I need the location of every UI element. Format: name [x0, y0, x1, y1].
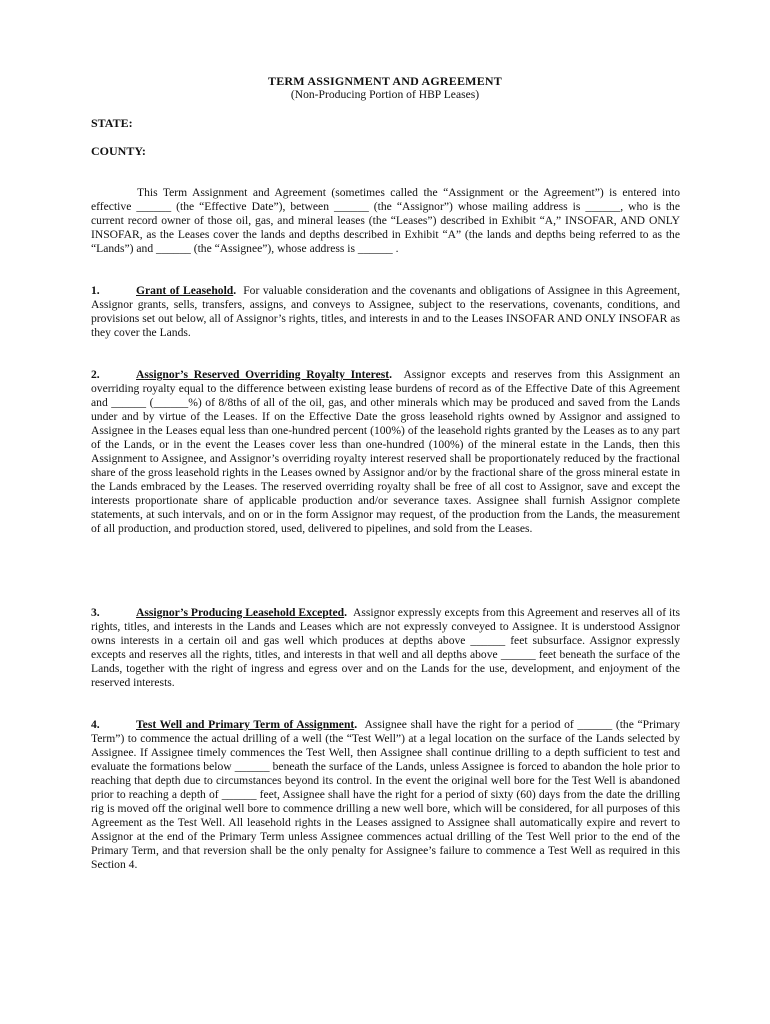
section-4-paragraph: 4. Test Well and Primary Term of Assignment. Assignee shall have the right for a period of ______ (the “Primary Term”) to commence the actual drilling of a well (the “Test Well”) at a legal location on the surface of the Lands selected by Assignee. If Assignee timely commences the Test Well, then Assignee shall continue drilling to a depth sufficient to test and evaluate the formations below ______ beneath the surface of the Lands, unless Assignee is forced to abandon the hole prior to reaching that depth due to circumstances beyond its control. In the event the original well bore for the Test Well is abandoned prior to reaching a depth of ______ feet, Assignee shall have the right for a period of sixty (60) days from the date the drilling rig is moved off the original well bore to commence drilling a new well bore, which will be considered, for all purposes of this Agreement as the Test Well. All leasehold rights in the Leases assigned to Assignee shall automatically expire and revert to Assignor at the end of the Primary Term unless Assignee commences actual drilling of the Test Well prior to the end of the Primary Term, and that reversion shall be the only penalty for Assignee’s failure to commence a Test Well as required in this Section 4.	[91, 718, 680, 871]
section-4-number: 4.	[91, 718, 100, 731]
section-4-text: Assignee shall have the right for a period of ______ (the “Primary Term”) to commence the actual drilling of a well (the “Test Well”) at a legal location on the surface of the Lands selected by Assignee. If Assignee timely commences the Test Well, then Assignee shall continue drilling to a depth sufficient to test and evaluate the formations below ______ beneath the surface of the Lands, unless Assignee is forced to abandon the hole prior to reaching that depth due to circumstances beyond its control. In the event the original well bore for the Test Well is abandoned prior to reaching a depth of ______ feet, Assignee shall have the right for a period of sixty (60) days from the date the drilling rig is moved off the original well bore to commence drilling a new well bore, which will be considered, for all purposes of this Agreement as the Test Well. All leasehold rights in the Leases assigned to Assignee shall automatically expire and revert to Assignor at the end of the Primary Term unless Assignee commences actual drilling of the Test Well prior to the end of the Primary Term, and that reversion shall be the only penalty for Assignee’s failure to commence a Test Well as required in this Section 4.	[91, 718, 680, 871]
section-2-title: Assignor’s Reserved Overriding Royalty Interest	[136, 368, 390, 381]
document-title: TERM ASSIGNMENT AND AGREEMENT	[268, 74, 502, 88]
section-3-number: 3.	[91, 606, 100, 619]
section-3-paragraph: 3. Assignor’s Producing Leasehold Excepted. Assignor expressly excepts from this Agreement and reserves all of its rights, titles, and interests in the Lands and Leases which are not expressly conveyed to Assignee. It is understood Assignor owns interests in a certain oil and gas well which produces at depths above ______ feet subsurface. Assignor expressly excepts and reserves all the rights, titles, and interests in that well and all depths above ______ feet beneath the surface of the Lands, together with the right of ingress and egress over and on the Lands for the use, development, and enjoyment of the reserved interests.	[91, 606, 681, 689]
section-2-paragraph: 2. Assignor’s Reserved Overriding Royalty Interest. Assignor excepts and reserves from this Assignment an overriding royalty equal to the difference between existing lease burdens of record as of the Effective Date of this Agreement and ______ (______%) of 8/8ths of all of the oil, gas, and other minerals which may be produced and saved from the Lands under and by virtue of the Leases. If on the Effective Date the gross leasehold rights owned by Assignor and assigned to Assignee in the Leases equal less than one-hundred percent (100%) of the leasehold rights granted by the Leases as to any part of the Lands, or in the event the Leases cover less than one-hundred (100%) of the mineral estate in the Lands, then this Assignment to Assignee, and Assignor’s overriding royalty interest reserved shall be proportionately reduced by the fractional share of the gross leasehold rights in the Leases owned by Assignor and/or by the fractional share of the gross mineral estate in the Lands embraced by the Leases. The reserved overriding royalty shall be free of all cost to Assignor, save and except the interests proportionate share of applicable production and/or severance taxes. Assignee shall furnish Assignor complete statements, at such intervals, and on or in the form Assignor may request, of the production from the Lands, the measurement of all production, and production stored, used, delivered to pipelines, and sold from the Leases.	[91, 368, 681, 535]
section-3-title: Assignor’s Producing Leasehold Excepted	[136, 606, 345, 619]
section-3-text: Assignor expressly excepts from this Agreement and reserves all of its rights, titles, and interests in the Lands and Leases which are not expressly conveyed to Assignee. It is understood Assignor owns interests in a certain oil and gas well which produces at depths above ______ feet subsurface. Assignor expressly excepts and reserves all the rights, titles, and interests in that well and all depths above ______ feet beneath the surface of the Lands, together with the right of ingress and egress over and on the Lands for the use, development, and enjoyment of the reserved interests.	[91, 606, 681, 689]
state-label: STATE:	[91, 116, 133, 130]
section-1-paragraph: 1. Grant of Leasehold. For valuable consideration and the covenants and obligations of Assignee in this Agreement, Assignor grants, sells, transfers, assigns, and conveys to Assignee, subject to the reservations, covenants, conditions, and provisions set out below, all of Assignor’s rights, titles, and interests in and to the Leases INSOFAR AND ONLY INSOFAR as they cover the Lands.	[91, 284, 680, 339]
section-1-text: For valuable consideration and the covenants and obligations of Assignee in this Agreement, Assignor grants, sells, transfers, assigns, and conveys to Assignee, subject to the reservations, covenants, conditions, and provisions set out below, all of Assignor’s rights, titles, and interests in and to the Leases INSOFAR AND ONLY INSOFAR as they cover the Lands.	[91, 284, 680, 339]
section-2-text: Assignor excepts and reserves from this Assignment an overriding royalty equal to the difference between existing lease burdens of record as of the Effective Date of this Agreement and ______ (______%) of 8/8ths of all of the oil, gas, and other minerals which may be produced and saved from the Lands under and by virtue of the Leases. If on the Effective Date the gross leasehold rights owned by Assignor and assigned to Assignee in the Leases equal less than one-hundred percent (100%) of the leasehold rights granted by the Leases as to any part of the Lands, or in the event the Leases cover less than one-hundred (100%) of the mineral estate in the Lands, then this Assignment to Assignee, and Assignor’s overriding royalty interest reserved shall be proportionately reduced by the fractional share of the gross leasehold rights in the Leases owned by Assignor and/or by the fractional share of the gross mineral estate in the Lands embraced by the Leases. The reserved overriding royalty shall be free of all cost to Assignor, save and except the interests proportionate share of applicable production and/or severance taxes. Assignee shall furnish Assignor complete statements, at such intervals, and on or in the form Assignor may request, of the production from the Lands, the measurement of all production, and production stored, used, delivered to pipelines, and sold from the Leases.	[91, 368, 681, 535]
document-subtitle: (Non-Producing Portion of HBP Leases)	[290, 88, 480, 101]
county-label: COUNTY:	[91, 144, 146, 158]
section-4-title: Test Well and Primary Term of Assignment	[136, 718, 355, 731]
document-header	[90, 74, 680, 102]
section-1-number: 1.	[91, 284, 100, 297]
intro-paragraph	[91, 186, 680, 256]
section-2-number: 2.	[91, 368, 100, 381]
intro-text: This Term Assignment and Agreement (sometimes called the “Assignment or the Agreement”) is entered into effective ______ (the “Effective Date”), between ______ (the “Assignor”) whose mailing address is ______, who is the current record owner of those oil, gas, and mineral leases (the “Leases”) described in Exhibit “A,” INSOFAR, AND ONLY INSOFAR, as the Leases cover the lands and depths described in Exhibit “A” (the lands and depths being referred to as the “Lands”) and ______ (the “Assignee”), whose address is ______ .	[91, 186, 680, 255]
section-1-title: Grant of Leasehold	[136, 284, 234, 297]
